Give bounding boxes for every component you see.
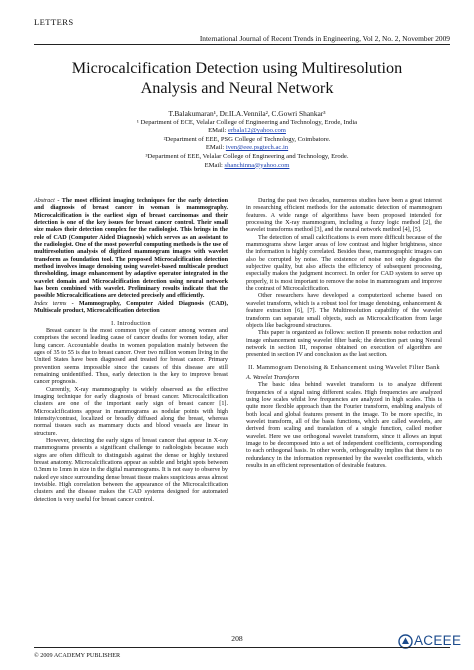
journal-header: International Journal of Recent Trends in Engineering, Vol 2, No. 2, November 2009 xyxy=(199,34,450,43)
email-line-3 xyxy=(60,162,434,171)
index-terms-label: Index terms xyxy=(34,300,67,307)
paragraph: The basic idea behind wavelet transform is to analyze different frequencies of a signal using different scales. High frequencies are analyzed using low scales whilst low frequencies are analyzed in high scales. This is quite more flexible approach than the Fourier transform, enabling analysis of both local and global features present in the image. To be more specific, in wavelet transform, all of the basis functions, which are called wavelets, are derived from scaling and translation of a single function, called mother wavelet. Here we use orthogonal wavelet transform, since it allows an input image to be decomposed into a set of independent coefficients, corresponding to each orthogonal basis. In other words, orthogonality implies that there is no redundancy in the information represented by the wavelet coefficients, which results in an efficient representation of desirable features. xyxy=(246,382,442,470)
title-line-1: Microcalcification Detection using Multiresolution xyxy=(71,59,403,77)
author-block xyxy=(60,110,434,170)
email-prefix: EMail: xyxy=(205,144,226,152)
affiliation-2: ²Department of EEE, PSG College of Technology, Coimbatore. xyxy=(163,135,331,143)
abstract xyxy=(34,198,228,301)
subsection-heading-wavelet: A. Wavelet Transform xyxy=(246,374,300,381)
paragraph: However, detecting the early signs of breast cancer that appear in X-ray mammograms presents a significant challenge to radiologists because such signs are often difficult to distinguish against the dense or highly textured breast anatomy. Microcalcifications appear as subtle and bright spots between 0.3mm to 1mm in size in the digital mammograms. It is not easy to observe by naked eye since surrounding dense breast tissue makes suspicious areas almost invisible. High correlation between the appearance of the Microcalcification clusters and the disease makes the CAD systems designed for automated detection is very useful for breast cancer control. xyxy=(34,438,228,503)
affiliation-3: ³Department of EEE, Velalar College of Engineering and Technology, Erode. xyxy=(145,152,349,160)
author-names: T.Balakumaran¹, Dr.ILA.Vennila², C.Gowri Shankar³ xyxy=(168,109,326,118)
index-terms-text: - Mammography, Computer Aided Diagnosis (CAD), Multiscale product, Microcalcification detection xyxy=(34,300,228,315)
paragraph: The detection of small calcifications is even more difficult because of the mammograms show larger areas of low contrast and higher brightness, since the information is highly correlated. Besides these, mammographic images can also be corrupted by noise. The existence of noise not only degrades the subjective quality, but also affects the efficiency of subsequent processing, especially makes the judgment incorrect. In order for CAD system to serve up properly, it is most important to remove the noise in mammogram and improve the contrast of Microcalcification. xyxy=(246,234,442,293)
footer-copyright: © 2009 ACADEMY PUBLISHER xyxy=(34,652,121,659)
email-line-2 xyxy=(60,144,434,153)
email-prefix: EMail: xyxy=(208,127,229,135)
header-rule xyxy=(34,44,450,45)
abstract-label: Abstract xyxy=(34,198,55,204)
email-link-1[interactable]: erbala12@yahoo.com xyxy=(228,127,286,135)
paragraph: During the past two decades, numerous studies have been a great interest in researching efficient methods for the automatic detection of mammogram features. A wide range of algorithms have been proposed intended for processing the X-ray mammogram, including a fuzzy logic method [2], the wavelet transforms method [3], and the neural network method [4], [5]. xyxy=(246,198,442,234)
paper-title xyxy=(30,58,444,98)
right-column xyxy=(246,198,442,470)
paragraph: This paper is organized as follows: section II presents noise reduction and image enhancement using wavelet filter bank; the detection part using Neural network in section III, response obtained on execution of algorithm are presented in section IV and conclusion as the last section. xyxy=(246,330,442,359)
email-link-3[interactable]: shanchinna@yahoo.com xyxy=(224,161,290,169)
letters-label: LETTERS xyxy=(34,17,74,27)
footer-rule xyxy=(34,647,450,648)
page-number: 208 xyxy=(231,634,243,643)
section-heading-introduction: I. Introduction xyxy=(111,320,151,327)
index-terms xyxy=(34,301,228,316)
left-column xyxy=(34,198,228,504)
email-line-1 xyxy=(60,127,434,136)
title-line-2: Analysis and Neural Network xyxy=(140,79,334,97)
paragraph: Currently, X-ray mammography is widely observed as the effective imaging technique for early diagnosis of breast cancer. Microcalcification clusters are one of the important early sign of breast cancer [1]. Microcalcifications appear in mammograms as nodular points with high intensity/contrast, localized or broadly diffused along the breast, whereas normal tissues such as mammary ducts and blood vessels are linear in structure. xyxy=(34,386,228,437)
email-prefix: EMail: xyxy=(204,161,225,169)
email-link-2[interactable]: iven@eee.psgtech.ac.in xyxy=(225,144,289,152)
affiliation-1: ¹ Department of ECE, Velalar College of Engineering and Technology, Erode, India xyxy=(136,118,358,126)
logo-text: ACEEE xyxy=(414,633,462,648)
section-heading-denoising: II. Mammogram Denoising & Enhancement using Wavelet Filter Bank xyxy=(248,364,440,371)
abstract-text: - The most efficient imaging techniques for the early detection and diagnosis of breast cancer in woman is mammography. Microcalcification is the earliest sign of breast carcinomas and their detection is one of the key issues for breast cancer control. Their small size makes their detection complex for the radiologist. This brings in the role of CAD (Computer Aided Diagnosis) which serves as an assistant to the radiologist. One of the most powerful computing methods is the use of multiresolution analysis of digitized mammogram images with wavelet transform as foundation tool. The proposed Microcalcification detection method involves image denoising using wavelet-based multiscale product thresholding, image enhancement by adaptive operator integrated in the wavelet domain and Microcalcification detection using neural network has been combined with wavelet. Preliminary results indicate that the possible Microcalcifications are detected precisely and efficiently. xyxy=(34,198,228,300)
paragraph: Other researchers have developed a computerized scheme based on wavelet transform, which is a robust tool for image denoising, enhancement & feature extraction [6], [7]. The Multiresolution capability of the wavelet transform can separate small objects, such as Microcalcification from large objects like background structures. xyxy=(246,293,442,329)
paragraph: Breast cancer is the most common type of cancer among women and comprises the second leading cause of cancer deaths for women today, after lung cancer. Accountable deaths in women population mainly between the ages of 35 to 55 is due to breast cancer. Over two million women living in the United States have been diagnosed and treated for breast cancer. Primary prevention seems impossible since the causes of this disease are still remaining unidentified. Thus, early detection is the key to improve breast cancer prognosis. xyxy=(34,327,228,386)
